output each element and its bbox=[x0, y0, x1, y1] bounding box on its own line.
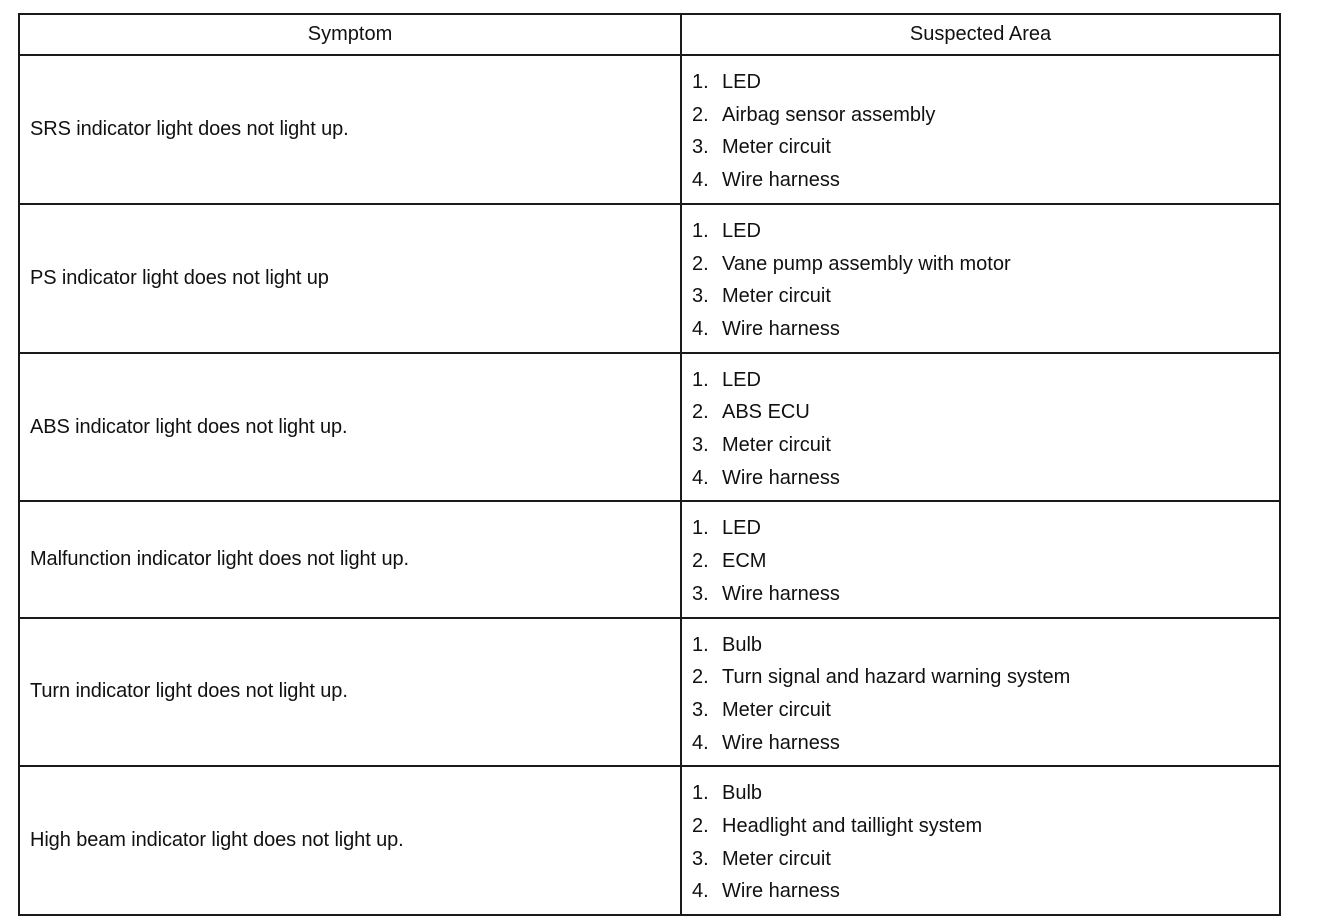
suspected-area-item bbox=[692, 280, 1279, 313]
suspected-area-item bbox=[692, 875, 1279, 908]
item-text: Headlight and taillight system bbox=[722, 815, 983, 838]
suspected-area-item bbox=[692, 727, 1279, 760]
item-number: 3. bbox=[692, 434, 709, 457]
item-number: 2. bbox=[692, 103, 709, 126]
item-number: 2. bbox=[692, 252, 709, 275]
suspected-area-item bbox=[692, 364, 1279, 397]
item-number: 4. bbox=[692, 169, 709, 192]
item-number: 1. bbox=[692, 71, 709, 93]
item-number: 1. bbox=[692, 782, 709, 805]
symptom-table bbox=[18, 13, 1281, 916]
suspected-area-item bbox=[692, 215, 1279, 248]
suspected-area-item bbox=[692, 164, 1279, 197]
suspected-area-item bbox=[692, 429, 1279, 462]
item-number: 4. bbox=[692, 731, 709, 754]
item-text: LED bbox=[722, 517, 761, 540]
suspected-area-cell bbox=[681, 204, 1280, 353]
item-text: Meter circuit bbox=[722, 285, 831, 308]
suspected-area-list bbox=[692, 512, 1279, 610]
item-text: Turn signal and hazard warning system bbox=[722, 666, 1071, 689]
item-number: 4. bbox=[692, 880, 709, 903]
suspected-area-item bbox=[692, 66, 1279, 99]
suspected-area-item bbox=[692, 777, 1279, 810]
item-number: 2. bbox=[692, 666, 709, 689]
symptom-cell: SRS indicator light does not light up. bbox=[19, 55, 681, 204]
item-text: Wire harness bbox=[722, 582, 840, 605]
symptom-cell: PS indicator light does not light up bbox=[19, 204, 681, 353]
suspected-area-item bbox=[692, 396, 1279, 429]
symptom-cell: Turn indicator light does not light up. bbox=[19, 618, 681, 767]
suspected-area-cell bbox=[681, 766, 1280, 915]
item-number: 3. bbox=[692, 285, 709, 308]
item-number: 4. bbox=[692, 466, 709, 489]
item-number: 1. bbox=[692, 368, 709, 391]
suspected-area-item bbox=[692, 462, 1279, 495]
symptom-header: Symptom bbox=[19, 14, 681, 55]
item-text: LED bbox=[722, 219, 761, 242]
suspected-area-item bbox=[692, 661, 1279, 694]
item-text: LED bbox=[722, 368, 761, 391]
item-text: Bulb bbox=[722, 782, 763, 805]
suspected-area-item bbox=[692, 545, 1279, 578]
suspected-area-item bbox=[692, 99, 1279, 132]
item-text: LED bbox=[722, 71, 761, 93]
suspected-area-cell bbox=[681, 55, 1280, 204]
item-number: 2. bbox=[692, 550, 709, 573]
item-text: Meter circuit bbox=[722, 136, 831, 159]
item-number: 2. bbox=[692, 401, 709, 424]
suspected-area-item bbox=[692, 843, 1279, 876]
table-row bbox=[19, 618, 1280, 767]
item-text: Vane pump assembly with motor bbox=[722, 252, 1011, 275]
item-number: 3. bbox=[692, 847, 709, 870]
item-text: Wire harness bbox=[722, 317, 840, 340]
suspected-area-cell bbox=[681, 353, 1280, 502]
suspected-area-item bbox=[692, 512, 1279, 545]
suspected-area-item bbox=[692, 629, 1279, 662]
item-number: 3. bbox=[692, 136, 709, 159]
table-body bbox=[19, 55, 1280, 915]
suspected-area-item bbox=[692, 248, 1279, 281]
suspected-area-list bbox=[692, 215, 1279, 346]
item-text: Airbag sensor assembly bbox=[722, 103, 936, 126]
item-number: 4. bbox=[692, 317, 709, 340]
suspected-area-cell bbox=[681, 618, 1280, 767]
suspected-area-item bbox=[692, 131, 1279, 164]
item-number: 1. bbox=[692, 219, 709, 242]
suspected-area-list bbox=[692, 629, 1279, 760]
table-row bbox=[19, 55, 1280, 204]
suspected-area-item bbox=[692, 313, 1279, 346]
table-row bbox=[19, 353, 1280, 502]
symptom-cell: ABS indicator light does not light up. bbox=[19, 353, 681, 502]
troubleshooting-table-container bbox=[18, 13, 1279, 916]
suspected-area-cell bbox=[681, 501, 1280, 617]
suspected-area-list bbox=[692, 364, 1279, 495]
symptom-cell: High beam indicator light does not light up. bbox=[19, 766, 681, 915]
table-row bbox=[19, 501, 1280, 617]
item-text: Wire harness bbox=[722, 880, 840, 903]
item-number: 2. bbox=[692, 815, 709, 838]
suspected-area-item bbox=[692, 578, 1279, 611]
item-number: 1. bbox=[692, 633, 709, 656]
table-row bbox=[19, 204, 1280, 353]
item-number: 3. bbox=[692, 582, 709, 605]
suspected-area-header: Suspected Area bbox=[681, 14, 1280, 55]
item-text: Meter circuit bbox=[722, 434, 831, 457]
item-text: ECM bbox=[722, 550, 767, 573]
item-text: Meter circuit bbox=[722, 698, 831, 721]
suspected-area-item bbox=[692, 694, 1279, 727]
header-row bbox=[19, 14, 1280, 55]
symptom-cell: Malfunction indicator light does not light up. bbox=[19, 501, 681, 617]
item-text: Wire harness bbox=[722, 731, 840, 754]
item-text: Wire harness bbox=[722, 466, 840, 489]
item-text: Meter circuit bbox=[722, 847, 831, 870]
table-row bbox=[19, 766, 1280, 915]
item-text: Bulb bbox=[722, 633, 763, 656]
suspected-area-item bbox=[692, 810, 1279, 843]
item-number: 3. bbox=[692, 698, 709, 721]
item-number: 1. bbox=[692, 517, 709, 540]
suspected-area-list bbox=[692, 66, 1279, 197]
item-text: Wire harness bbox=[722, 169, 840, 192]
suspected-area-list bbox=[692, 777, 1279, 908]
item-text: ABS ECU bbox=[722, 401, 810, 424]
